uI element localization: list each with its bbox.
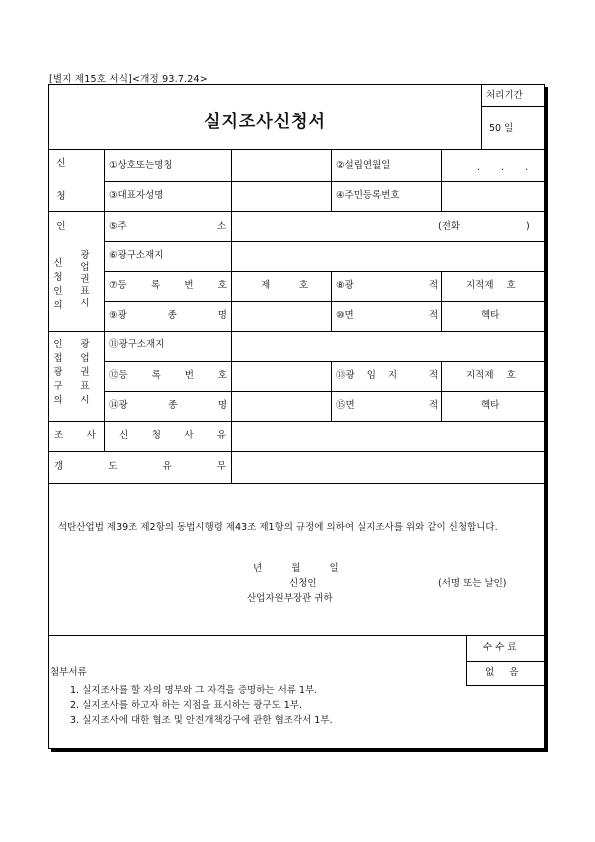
form-shadow-right (545, 87, 548, 752)
mine-area-label-start: ⑧광 (336, 280, 354, 291)
established-date-label: ②설립연월일 (336, 160, 391, 171)
address-label-start: ⑤주 (109, 221, 127, 232)
address-label-end: 소 (217, 221, 227, 232)
adjacent-location-label: ⑪광구소재지 (109, 339, 165, 350)
representative-name-label: ③대표자성명 (109, 190, 164, 201)
attachments-heading: 첨부서류 (50, 667, 87, 678)
fee-value: 없 음 (485, 667, 519, 678)
form-shadow-bottom (51, 749, 548, 752)
adjacent-mine-side-label: 인 접 광 구 의 (53, 339, 63, 406)
applicant-mine-right-label: 광 업 권 표 시 (80, 250, 90, 309)
adjacent-mine-right-label: 광 업 권 표 시 (80, 339, 90, 406)
mineral-name-label: ⑨광 종 명 (109, 310, 227, 321)
attachment-item-3: 3. 실지조사에 대한 협조 및 안전개책강구에 관한 협조각서 1부. (70, 715, 333, 726)
mine-location-label: ⑥광구소재지 (109, 250, 164, 261)
face-area-unit: 헥타 (481, 310, 500, 321)
resident-number-label: ④주민등록번호 (336, 190, 400, 201)
registration-no-suffix: 호 (299, 280, 309, 291)
registration-number-label: ⑦등 록 번 호 (109, 280, 227, 291)
signature-note: (서명 또는 날인) (438, 578, 507, 589)
applicant-side-char-1: 신 (56, 158, 66, 169)
applicant-side-char-2: 청 (56, 191, 66, 202)
registration-no-prefix: 제 (261, 280, 271, 291)
established-date-value[interactable]: . . . (477, 162, 538, 173)
adjacent-mineral-label: ⑭광 종 명 (109, 400, 227, 411)
phone-label: (전화 (438, 221, 461, 232)
mine-area-value: 지적제 호 (466, 280, 516, 291)
attachment-item-2: 2. 실지조사를 하고자 하는 지점을 표시하는 광구도 1부. (70, 700, 302, 711)
date-line: 년 월 일 (253, 563, 339, 574)
applicant-signature-label: 신청인 (289, 578, 317, 589)
addressee: 산업자원부장관 귀하 (247, 593, 333, 604)
adjacent-registration-label: ⑫등 록 번 호 (109, 370, 227, 381)
face-area-label-start: ⑩면 (336, 310, 354, 321)
company-name-label: ①상호또는명칭 (109, 160, 173, 171)
processing-period-value: 50 일 (489, 123, 514, 134)
phone-close: ) (526, 221, 530, 232)
adjacent-area-label-start: ⑬광 임 지 (336, 370, 398, 381)
form-header-reference: [별지 제15호 서식]<개정 93.7.24> (49, 74, 208, 85)
fee-label: 수 수 료 (483, 642, 517, 653)
adjacent-area-value: 지적제 호 (466, 370, 516, 381)
tunnel-status-label: 갱 도 유 무 (54, 461, 226, 472)
processing-period-label: 처리기간 (486, 90, 523, 101)
adjacent-area-label-end: 적 (429, 370, 439, 381)
applicant-mine-side-label: 신 청 인 의 (53, 258, 63, 311)
applicant-side-char-3: 인 (56, 221, 66, 232)
mine-area-label-end: 적 (429, 280, 439, 291)
application-statement: 석탄산업법 제39조 제2항의 동법시행령 제43조 제1항의 규정에 의하여 실지조사를 위와 같이 신청합니다. (58, 522, 498, 533)
adjacent-face-label-end: 적 (429, 400, 439, 411)
attachment-item-1: 1. 실지조사를 할 자의 명부와 그 자격을 증명하는 서류 1부. (70, 685, 318, 696)
adjacent-face-label-start: ⑮면 (336, 400, 355, 411)
form-title: 실지조사신청서 (204, 112, 326, 132)
inspection-reason-label: 조 사 신 청 사 유 (54, 430, 226, 441)
adjacent-face-unit: 헥타 (481, 400, 500, 411)
face-area-label-end: 적 (429, 310, 439, 321)
application-form (48, 84, 545, 749)
